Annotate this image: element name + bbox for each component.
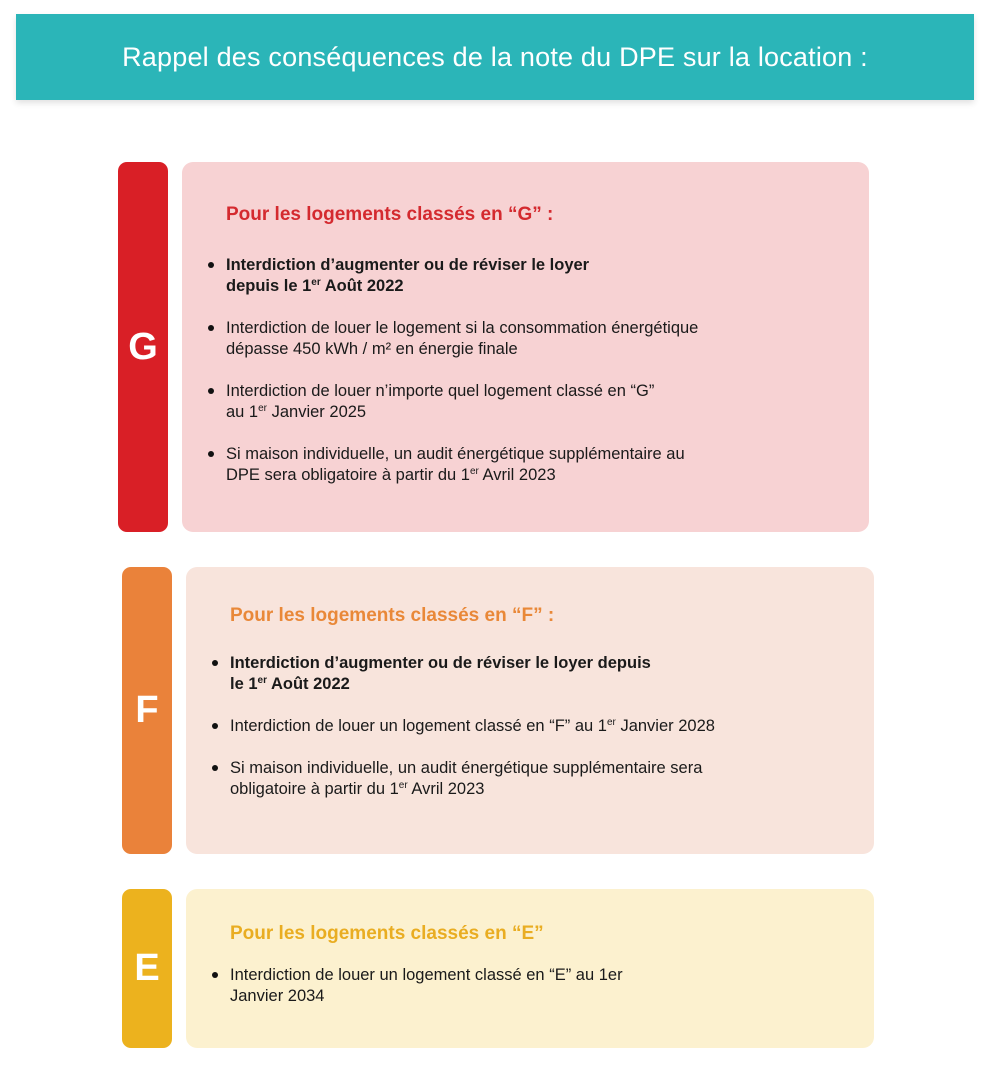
list-item: Interdiction d’augmenter ou de réviser le loyer depuis le 1er Août 2022 <box>208 255 869 297</box>
list-item: Interdiction de louer le logement si la consommation énergétique dépasse 450 kWh / m² en énergie finale <box>208 318 869 360</box>
card-title-g: Pour les logements classés en “G” : <box>226 204 554 225</box>
bullet-icon <box>208 262 214 268</box>
card-title-f: Pour les logements classés en “F” : <box>230 605 555 626</box>
bullet-icon <box>212 723 218 729</box>
bullet-icon <box>212 972 218 978</box>
rating-letter-e: E <box>134 947 160 989</box>
page-title: Rappel des conséquences de la note du DPE sur la location : <box>122 41 868 72</box>
card-title-e: Pour les logements classés en “E” <box>230 923 544 944</box>
bullet-icon <box>208 325 214 331</box>
bullet-icon <box>212 660 218 666</box>
list-item: Interdiction de louer un logement classé en “F” au 1er Janvier 2028 <box>212 716 874 737</box>
rating-band-f <box>122 567 172 854</box>
rating-band-e <box>122 889 172 1048</box>
bullet-list-e <box>230 965 874 1007</box>
rating-band-g <box>118 162 168 532</box>
bullet-icon <box>208 388 214 394</box>
rating-card-g <box>182 162 869 532</box>
rating-card-f <box>186 567 874 854</box>
list-item: Si maison individuelle, un audit énergétique supplémentaire au DPE sera obligatoire à partir du 1er Avril 2023 <box>208 444 869 486</box>
list-item: Si maison individuelle, un audit énergétique supplémentaire sera obligatoire à partir du 1er Avril 2023 <box>212 758 874 800</box>
bullet-list-f <box>230 653 874 800</box>
header-banner <box>16 14 974 100</box>
bullet-icon <box>212 765 218 771</box>
rating-letter-g: G <box>128 325 158 368</box>
list-item: Interdiction de louer un logement classé en “E” au 1er Janvier 2034 <box>212 965 874 1007</box>
rating-card-e <box>186 889 874 1048</box>
list-item: Interdiction d’augmenter ou de réviser le loyer depuis le 1er Août 2022 <box>212 653 874 695</box>
bullet-icon <box>208 451 214 457</box>
rating-letter-f: F <box>135 689 159 731</box>
bullet-list-g <box>226 255 869 486</box>
list-item: Interdiction de louer n’importe quel logement classé en “G” au 1er Janvier 2025 <box>208 381 869 423</box>
